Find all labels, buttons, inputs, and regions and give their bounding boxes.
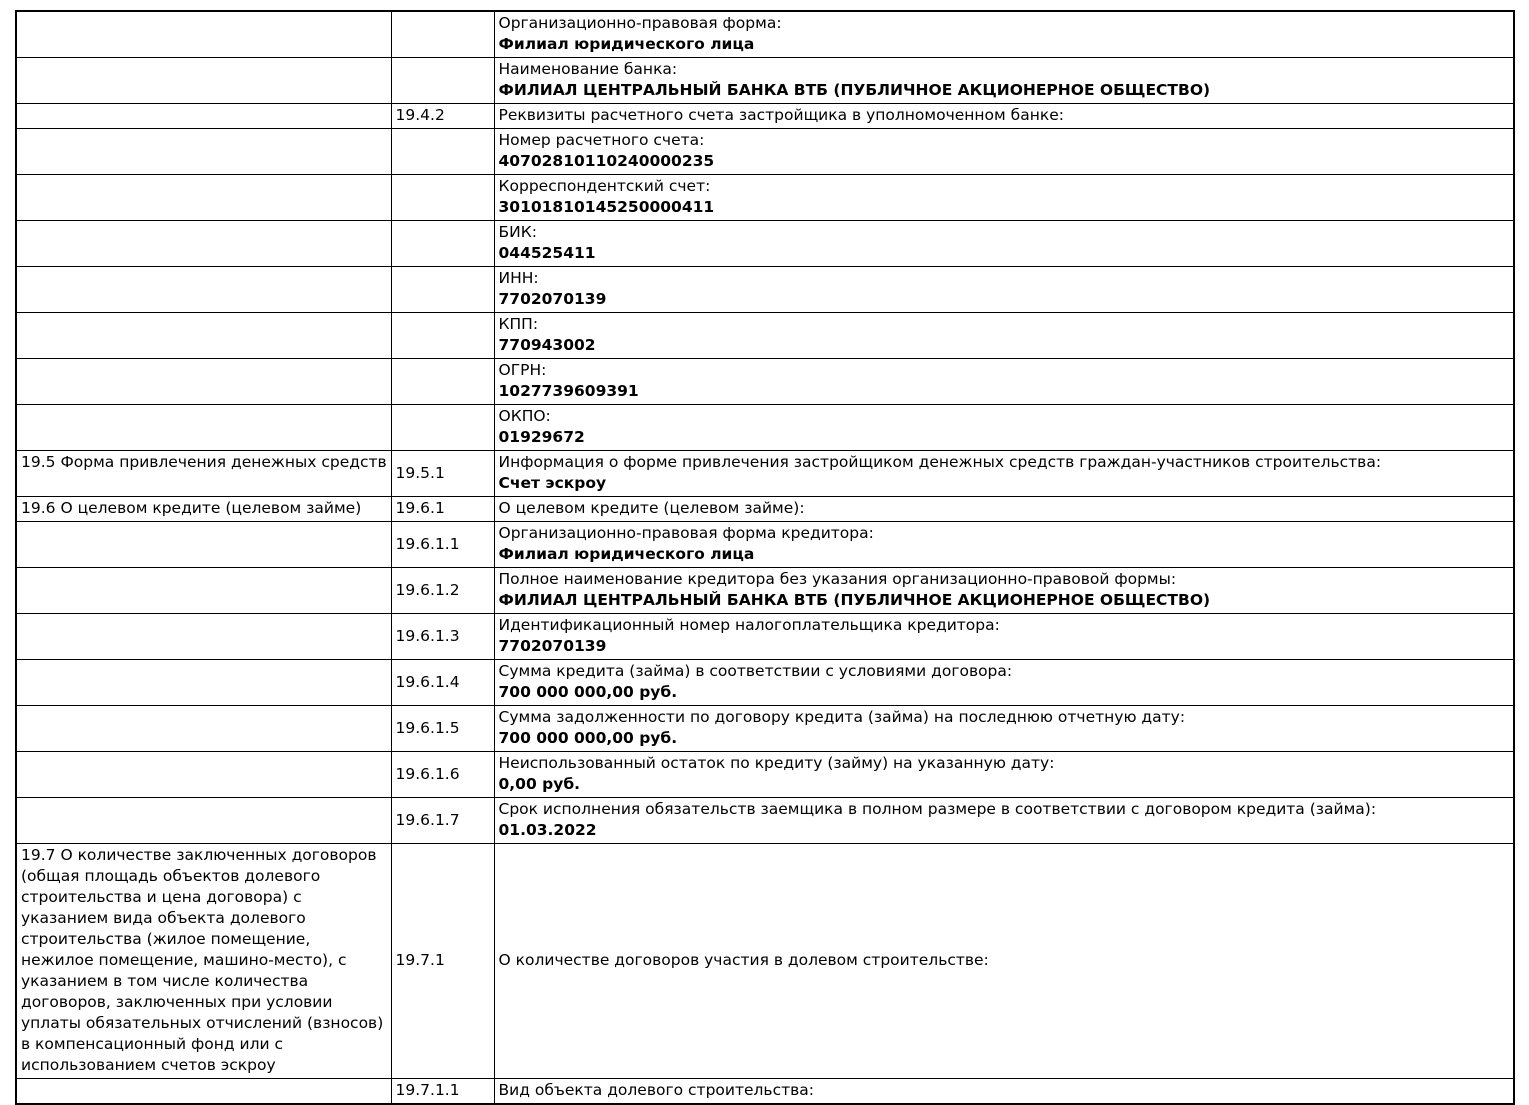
field-value: ФИЛИАЛ ЦЕНТРАЛЬНЫЙ БАНКА ВТБ (ПУБЛИЧНОЕ АКЦИОНЕРНОЕ ОБЩЕСТВО) bbox=[498, 81, 1211, 99]
section-cell bbox=[16, 405, 391, 451]
field-value: 7702070139 bbox=[498, 637, 607, 655]
content-cell bbox=[494, 522, 1514, 568]
section-cell bbox=[16, 614, 391, 660]
content-cell bbox=[494, 405, 1514, 451]
field-label: Сумма кредита (займа) в соответствии с условиями договора: bbox=[498, 662, 1013, 680]
section-cell bbox=[16, 497, 391, 522]
section-cell bbox=[16, 522, 391, 568]
section-cell bbox=[16, 359, 391, 405]
number-cell bbox=[391, 175, 494, 221]
table-row bbox=[16, 522, 1514, 568]
number-cell bbox=[391, 752, 494, 798]
table-row bbox=[16, 752, 1514, 798]
field-label: Идентификационный номер налогоплательщика кредитора: bbox=[498, 616, 1000, 634]
number-cell bbox=[391, 58, 494, 104]
content-cell bbox=[494, 1079, 1514, 1105]
content-cell bbox=[494, 844, 1514, 1079]
section-cell bbox=[16, 844, 391, 1079]
number-cell bbox=[391, 359, 494, 405]
content-cell bbox=[494, 798, 1514, 844]
row-number: 19.6.1.3 bbox=[395, 626, 460, 645]
row-number: 19.5.1 bbox=[395, 463, 445, 482]
content-cell bbox=[494, 313, 1514, 359]
table-row bbox=[16, 58, 1514, 104]
row-number: 19.7.1 bbox=[395, 951, 445, 969]
section-cell bbox=[16, 798, 391, 844]
declaration-table bbox=[15, 10, 1515, 1105]
table-row bbox=[16, 267, 1514, 313]
field-label: Неиспользованный остаток по кредиту (займу) на указанную дату: bbox=[498, 754, 1055, 772]
section-cell bbox=[16, 104, 391, 129]
field-value: 1027739609391 bbox=[498, 382, 639, 400]
number-cell bbox=[391, 313, 494, 359]
content-cell bbox=[494, 58, 1514, 104]
field-value: 01.03.2022 bbox=[498, 821, 597, 839]
table-row bbox=[16, 359, 1514, 405]
content-cell bbox=[494, 104, 1514, 129]
section-cell bbox=[16, 129, 391, 175]
content-cell bbox=[494, 752, 1514, 798]
row-number: 19.6.1.5 bbox=[395, 718, 460, 737]
field-label: Информация о форме привлечения застройщиком денежных средств граждан-участников строительства: bbox=[498, 453, 1382, 471]
content-cell bbox=[494, 451, 1514, 497]
number-cell bbox=[391, 522, 494, 568]
number-cell bbox=[391, 1079, 494, 1105]
row-number: 19.6.1.7 bbox=[395, 810, 460, 829]
field-label: Вид объекта долевого строительства: bbox=[498, 1081, 814, 1099]
field-label: ОГРН: bbox=[498, 361, 547, 379]
number-cell bbox=[391, 568, 494, 614]
number-cell bbox=[391, 267, 494, 313]
content-cell bbox=[494, 359, 1514, 405]
field-label: Реквизиты расчетного счета застройщика в уполномоченном банке: bbox=[498, 106, 1064, 124]
row-number: 19.6.1.1 bbox=[395, 534, 460, 553]
field-label: О целевом кредите (целевом займе): bbox=[498, 499, 805, 517]
section-cell bbox=[16, 175, 391, 221]
table-row bbox=[16, 706, 1514, 752]
number-cell bbox=[391, 11, 494, 58]
table-row bbox=[16, 11, 1514, 58]
number-cell bbox=[391, 844, 494, 1079]
section-label: 19.5 Форма привлечения денежных средств bbox=[21, 453, 387, 471]
field-label: КПП: bbox=[498, 315, 539, 333]
row-number: 19.6.1.2 bbox=[395, 580, 460, 599]
section-cell bbox=[16, 58, 391, 104]
table-row bbox=[16, 660, 1514, 706]
field-label: Номер расчетного счета: bbox=[498, 131, 705, 149]
field-value: 01929672 bbox=[498, 428, 585, 446]
number-cell bbox=[391, 660, 494, 706]
number-cell bbox=[391, 451, 494, 497]
field-label: ОКПО: bbox=[498, 407, 551, 425]
field-label: О количестве договоров участия в долевом строительстве: bbox=[498, 951, 989, 969]
field-value: Счет эскроу bbox=[498, 474, 607, 492]
field-value: 30101810145250000411 bbox=[498, 198, 715, 216]
content-cell bbox=[494, 497, 1514, 522]
section-cell bbox=[16, 660, 391, 706]
field-value: 044525411 bbox=[498, 244, 596, 262]
number-cell bbox=[391, 221, 494, 267]
field-value: ФИЛИАЛ ЦЕНТРАЛЬНЫЙ БАНКА ВТБ (ПУБЛИЧНОЕ АКЦИОНЕРНОЕ ОБЩЕСТВО) bbox=[498, 591, 1211, 609]
field-value: 700 000 000,00 руб. bbox=[498, 683, 678, 701]
table-row bbox=[16, 129, 1514, 175]
field-value: Филиал юридического лица bbox=[498, 545, 755, 563]
content-cell bbox=[494, 267, 1514, 313]
number-cell bbox=[391, 129, 494, 175]
number-cell bbox=[391, 614, 494, 660]
table-row bbox=[16, 175, 1514, 221]
field-label: Организационно-правовая форма кредитора: bbox=[498, 524, 874, 542]
number-cell bbox=[391, 706, 494, 752]
row-number: 19.6.1.6 bbox=[395, 764, 460, 783]
table-row bbox=[16, 313, 1514, 359]
number-cell bbox=[391, 104, 494, 129]
row-number: 19.7.1.1 bbox=[395, 1081, 460, 1099]
table-row bbox=[16, 614, 1514, 660]
field-value: 7702070139 bbox=[498, 290, 607, 308]
field-value: Филиал юридического лица bbox=[498, 35, 755, 53]
section-cell bbox=[16, 221, 391, 267]
content-cell bbox=[494, 221, 1514, 267]
field-label: Организационно-правовая форма: bbox=[498, 14, 782, 32]
row-number: 19.4.2 bbox=[395, 106, 445, 124]
section-cell bbox=[16, 313, 391, 359]
row-number: 19.6.1.4 bbox=[395, 672, 460, 691]
section-cell bbox=[16, 451, 391, 497]
field-label: Срок исполнения обязательств заемщика в полном размере в соответствии с договором кредита (займа): bbox=[498, 800, 1377, 818]
table-row bbox=[16, 451, 1514, 497]
field-value: 700 000 000,00 руб. bbox=[498, 729, 678, 747]
field-value: 40702810110240000235 bbox=[498, 152, 715, 170]
number-cell bbox=[391, 405, 494, 451]
table-row bbox=[16, 497, 1514, 522]
field-label: БИК: bbox=[498, 223, 537, 241]
section-cell bbox=[16, 267, 391, 313]
field-label: Сумма задолженности по договору кредита (займа) на последнюю отчетную дату: bbox=[498, 708, 1186, 726]
content-cell bbox=[494, 11, 1514, 58]
section-cell bbox=[16, 706, 391, 752]
field-value: 0,00 руб. bbox=[498, 775, 581, 793]
section-label: 19.6 О целевом кредите (целевом займе) bbox=[21, 499, 362, 517]
section-cell bbox=[16, 11, 391, 58]
table-row bbox=[16, 221, 1514, 267]
field-label: ИНН: bbox=[498, 269, 539, 287]
section-cell bbox=[16, 1079, 391, 1105]
table-row bbox=[16, 1079, 1514, 1105]
content-cell bbox=[494, 568, 1514, 614]
content-cell bbox=[494, 614, 1514, 660]
field-label: Корреспондентский счет: bbox=[498, 177, 711, 195]
table-row bbox=[16, 104, 1514, 129]
content-cell bbox=[494, 706, 1514, 752]
table-row bbox=[16, 844, 1514, 1079]
table-row bbox=[16, 568, 1514, 614]
row-number: 19.6.1 bbox=[395, 499, 445, 517]
number-cell bbox=[391, 497, 494, 522]
field-label: Наименование банка: bbox=[498, 60, 678, 78]
content-cell bbox=[494, 129, 1514, 175]
section-label: 19.7 О количестве заключенных договоров (общая площадь объектов долевого строительства и цена договора) с указанием вида объекта долевого строительства (жилое помещение, нежилое помещение, машино-место), с указанием в том числе количества договоров, заключенных при условии уплаты обязательных отчислений (взносов) в компенсационный фонд или с использованием счетов эскроу bbox=[21, 846, 384, 1074]
field-value: 770943002 bbox=[498, 336, 596, 354]
content-cell bbox=[494, 660, 1514, 706]
field-label: Полное наименование кредитора без указания организационно-правовой формы: bbox=[498, 570, 1177, 588]
table-row bbox=[16, 405, 1514, 451]
number-cell bbox=[391, 798, 494, 844]
section-cell bbox=[16, 752, 391, 798]
content-cell bbox=[494, 175, 1514, 221]
section-cell bbox=[16, 568, 391, 614]
table-row bbox=[16, 798, 1514, 844]
